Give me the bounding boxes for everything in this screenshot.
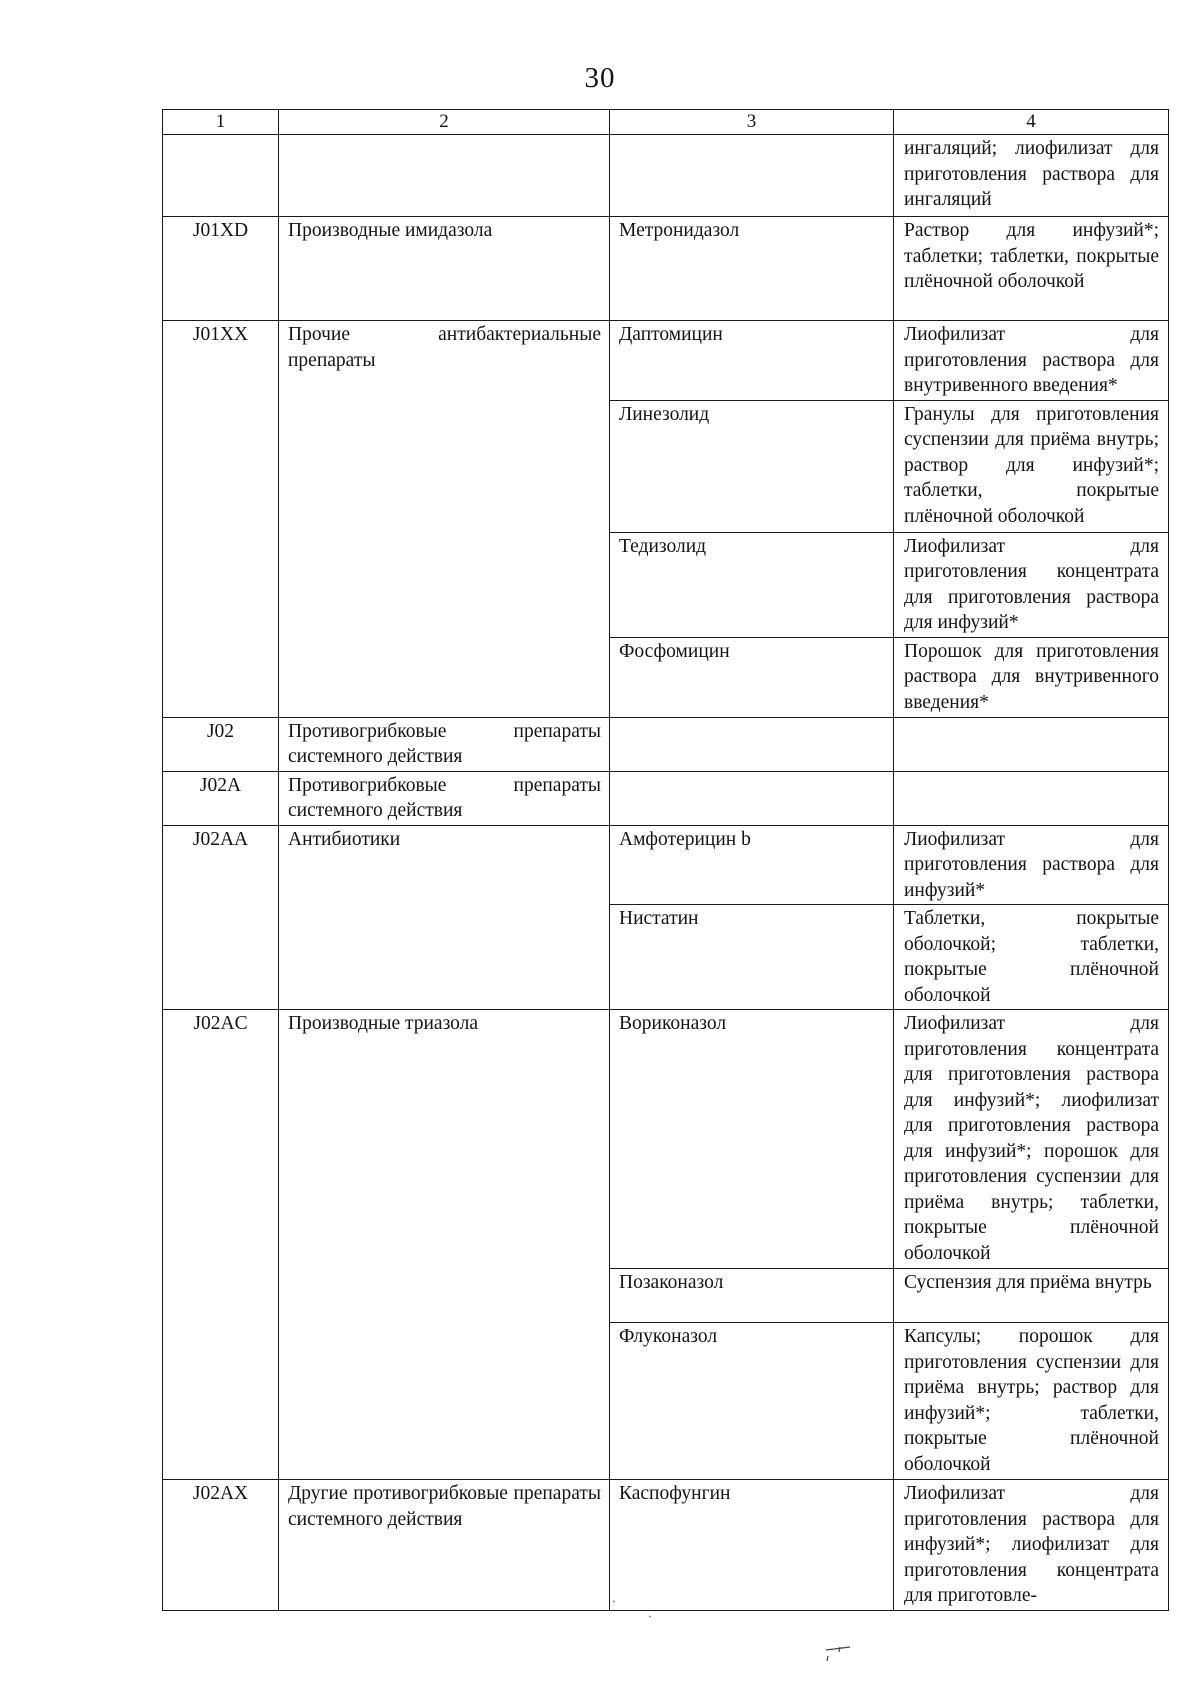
table-row — [163, 717, 1169, 771]
group-name-cell: Другие противогрибковые препараты системного действия — [279, 1480, 610, 1611]
drug-name-cell: Флуконазол — [610, 1323, 894, 1480]
atc-code-cell: J02AX — [163, 1480, 279, 1611]
drug-name-cell: Метронидазол — [610, 217, 894, 321]
atc-code-cell: J02AC — [163, 1010, 279, 1480]
drug-name-cell: Даптомицин — [610, 321, 894, 401]
table-row — [163, 771, 1169, 825]
dosage-form-cell: Порошок для приготовления раствора для внутривенного введения* — [894, 637, 1169, 717]
drug-name-cell — [610, 771, 894, 825]
drug-name-cell: Линезолид — [610, 400, 894, 532]
group-name-cell: Противогрибковые препараты системного действия — [279, 771, 610, 825]
scan-artifact-mark: ` — [612, 1598, 616, 1612]
drug-name-cell: Фосфомицин — [610, 637, 894, 717]
table-row — [163, 217, 1169, 321]
column-header-2: 2 — [279, 110, 610, 135]
drug-name-cell: Каспофунгин — [610, 1480, 894, 1611]
drug-name-cell: Амфотерицин b — [610, 825, 894, 905]
table-row — [163, 135, 1169, 217]
group-name-cell: Антибиотики — [279, 825, 610, 1010]
dosage-form-cell: Лиофилизат для приготовления раствора для внутривенного введения* — [894, 321, 1169, 401]
dosage-form-cell: Раствор для инфузий*; таблетки; таблетки, покрытые плёночной оболочкой — [894, 217, 1169, 321]
group-name-cell: Производные имидазола — [279, 217, 610, 321]
dosage-form-cell: Таблетки, покрытые оболочкой; таблетки, покрытые плёночной оболочкой — [894, 905, 1169, 1010]
scan-artifact-mark: ` — [648, 1613, 652, 1627]
dosage-form-cell: Лиофилизат для приготовления раствора для инфузий* — [894, 825, 1169, 905]
drug-name-cell: Тедизолид — [610, 532, 894, 637]
dosage-form-cell — [894, 771, 1169, 825]
dosage-form-cell: Капсулы; порошок для приготовления суспензии для приёма внутрь; раствор для инфузий*; таблетки, покрытые плёночной оболочкой — [894, 1323, 1169, 1480]
table-row — [163, 825, 1169, 905]
dosage-form-cell: Лиофилизат для приготовления концентрата для приготовления раствора для инфузий*; лиофилизат для приготовления раствора для инфузий*; порошок для приготовления суспензии для приёма внутрь; таблетки, покрытые плёночной оболочкой — [894, 1010, 1169, 1269]
drug-name-cell — [610, 717, 894, 771]
dosage-form-cell: Лиофилизат для приготовления раствора для инфузий*; лиофилизат для приготовления концентрата для приготовле- — [894, 1480, 1169, 1611]
table-row — [163, 321, 1169, 401]
page-number: 30 — [584, 62, 616, 94]
column-header-3: 3 — [610, 110, 894, 135]
atc-code-cell: J01XX — [163, 321, 279, 718]
dosage-form-cell: ингаляций; лиофилизат для приготовления раствора для ингаляций — [894, 135, 1169, 217]
dosage-form-cell: Суспензия для приёма внутрь — [894, 1269, 1169, 1323]
atc-code-cell: J02 — [163, 717, 279, 771]
drug-name-cell: Вориконазол — [610, 1010, 894, 1269]
column-header-4: 4 — [894, 110, 1169, 135]
column-header-1: 1 — [163, 110, 279, 135]
scan-artifact-squiggle — [820, 1642, 856, 1664]
group-name-cell: Производные триазола — [279, 1010, 610, 1480]
atc-code-cell: J01XD — [163, 217, 279, 321]
table-row — [163, 1010, 1169, 1269]
atc-code-cell — [163, 135, 279, 217]
dosage-form-cell — [894, 717, 1169, 771]
group-name-cell — [279, 135, 610, 217]
group-name-cell: Противогрибковые препараты системного действия — [279, 717, 610, 771]
dosage-form-cell: Лиофилизат для приготовления концентрата для приготовления раствора для инфузий* — [894, 532, 1169, 637]
drug-table — [162, 109, 1169, 1611]
group-name-cell: Прочие антибактериальные препараты — [279, 321, 610, 718]
atc-code-cell: J02A — [163, 771, 279, 825]
atc-code-cell: J02AA — [163, 825, 279, 1010]
table-row — [163, 1480, 1169, 1611]
table-header-row — [163, 110, 1169, 135]
drug-name-cell: Нистатин — [610, 905, 894, 1010]
drug-name-cell — [610, 135, 894, 217]
dosage-form-cell: Гранулы для приготовления суспензии для приёма внутрь; раствор для инфузий*; таблетки, покрытые плёночной оболочкой — [894, 400, 1169, 532]
drug-name-cell: Позаконазол — [610, 1269, 894, 1323]
